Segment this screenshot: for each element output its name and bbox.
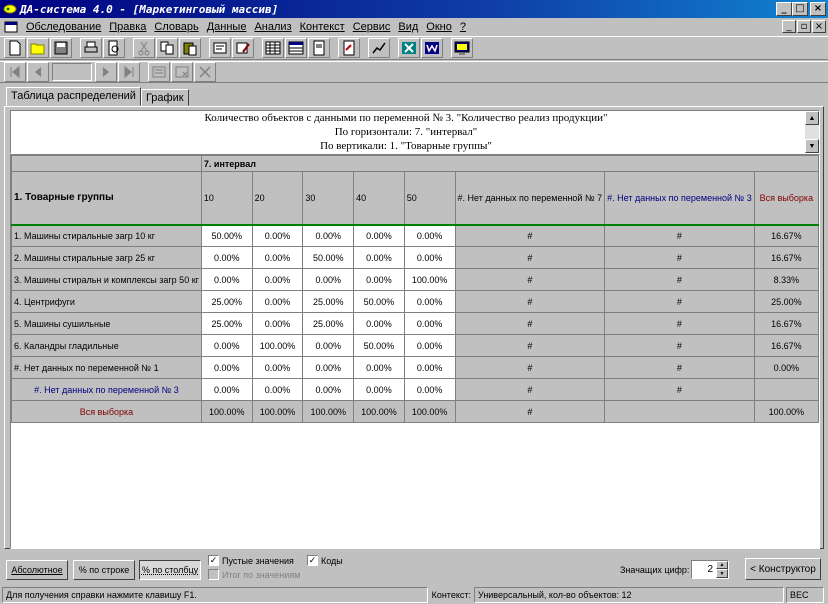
table-cell[interactable]: #	[605, 379, 755, 401]
table-cell[interactable]: 0.00%	[252, 357, 303, 379]
table-cell[interactable]: #	[605, 291, 755, 313]
mdi-minimize-button[interactable]: _	[782, 20, 796, 33]
save-icon	[53, 40, 69, 56]
save-button[interactable]	[50, 38, 72, 58]
report-horizontal-var: По горизонтали: 7. "интервал"	[334, 126, 478, 138]
table-cell[interactable]: 0.00%	[404, 357, 455, 379]
table-cell[interactable]: 8.33%	[754, 269, 818, 291]
column-header: 20	[252, 172, 303, 225]
column-header: 50	[404, 172, 455, 225]
row-header[interactable]: 2. Машины стиральные загр 25 кг	[12, 247, 202, 269]
status-help: Для получения справки нажмите клавишу F1.	[2, 587, 428, 603]
row-header[interactable]: #. Нет данных по переменной № 3	[12, 379, 202, 401]
chart-button[interactable]	[368, 38, 390, 58]
distribution-table-area[interactable]	[10, 154, 820, 549]
table-cell[interactable]: #	[455, 313, 605, 335]
first-icon	[7, 64, 23, 80]
copy-button[interactable]	[156, 38, 178, 58]
table-row	[12, 335, 819, 357]
report-button[interactable]	[338, 38, 360, 58]
menu-service[interactable]: Сервис	[352, 21, 391, 33]
report-icon	[341, 40, 357, 56]
chart-line-icon	[371, 40, 387, 56]
table-cell[interactable]: #	[455, 247, 605, 269]
table-cell[interactable]: 0.00%	[252, 247, 303, 269]
report-vertical-var: По вертикали: 1. "Товарные группы"	[320, 140, 492, 152]
table-cell[interactable]: 0.00%	[201, 379, 252, 401]
menu-view[interactable]: Вид	[398, 21, 419, 33]
tab-chart[interactable]: График	[141, 89, 189, 106]
next-record-button[interactable]	[95, 62, 117, 82]
table-cell[interactable]: 50.00%	[354, 335, 405, 357]
table-cell[interactable]: 25.00%	[303, 291, 354, 313]
percent-by-column-button[interactable]	[139, 560, 201, 580]
report-title: Количество объектов с данными по переменной № 3. "Количество реализ продукции"	[204, 112, 608, 124]
window-title: ДА-система 4.0 - [Маркетинговый массив]	[20, 2, 279, 16]
table-cell[interactable]: #	[605, 225, 755, 247]
maximize-button[interactable]: □	[792, 2, 808, 16]
print-icon	[83, 40, 99, 56]
table-cell[interactable]: 100.00%	[252, 401, 303, 423]
document-icon[interactable]	[4, 20, 18, 34]
table-cell[interactable]: #	[455, 225, 605, 247]
table-cell[interactable]: #	[455, 401, 605, 423]
empty-values-checkbox[interactable]	[208, 555, 294, 566]
table-cell[interactable]: 0.00%	[303, 335, 354, 357]
properties-icon	[212, 40, 228, 56]
codes-checkbox[interactable]	[307, 555, 343, 566]
new-icon	[7, 40, 23, 56]
table-cell[interactable]: 100.00%	[404, 269, 455, 291]
table-cell[interactable]: #	[455, 379, 605, 401]
table-cell[interactable]: #	[605, 335, 755, 357]
delete-icon	[174, 64, 190, 80]
view-tabs	[6, 89, 189, 107]
column-header: #. Нет данных по переменной № 3	[605, 172, 755, 225]
last-record-button[interactable]	[118, 62, 140, 82]
table-cell[interactable]: 25.00%	[201, 291, 252, 313]
export-button[interactable]	[451, 38, 473, 58]
table-view-button[interactable]	[262, 38, 284, 58]
table-cell[interactable]: 25.00%	[754, 291, 818, 313]
table-cell[interactable]: 0.00%	[404, 379, 455, 401]
scroll-down-icon[interactable]: ▼	[805, 139, 819, 153]
menu-dictionary[interactable]: Словарь	[154, 21, 199, 33]
cut-button[interactable]	[133, 38, 155, 58]
table-cell[interactable]: 25.00%	[303, 313, 354, 335]
status-context-value: Универсальный, кол-во объектов: 12	[474, 587, 784, 603]
table-cell[interactable]: #	[455, 269, 605, 291]
mdi-restore-button[interactable]: ▫	[797, 20, 811, 33]
copy-icon	[159, 40, 175, 56]
menu-help[interactable]: ?	[459, 21, 466, 33]
table-row	[12, 313, 819, 335]
checkbox-empty-icon	[208, 569, 219, 580]
menu-context[interactable]: Контекст	[299, 21, 345, 33]
open-button[interactable]	[27, 38, 49, 58]
table-row	[12, 291, 819, 313]
prev-icon	[30, 64, 46, 80]
menu-bar	[0, 18, 828, 36]
row-header[interactable]: 6. Каландры гладильные	[12, 335, 202, 357]
table-cell[interactable]: #	[455, 357, 605, 379]
status-bar	[0, 586, 828, 604]
total-by-values-checkbox[interactable]	[208, 569, 300, 580]
percent-by-row-button[interactable]	[73, 560, 135, 580]
navigation-toolbar	[0, 61, 828, 83]
table-cell[interactable]: 100.00%	[201, 401, 252, 423]
column-header: Вся выборка	[754, 172, 818, 225]
row-header[interactable]: 3. Машины стиральн и комплексы загр 50 кг	[12, 269, 202, 291]
first-record-button[interactable]	[4, 62, 26, 82]
absolute-button-label: Абсолютное	[11, 565, 63, 575]
corner-cell	[12, 156, 202, 172]
table-cell[interactable]: 0.00%	[252, 313, 303, 335]
export-word-button[interactable]	[421, 38, 443, 58]
table-cell[interactable]: 16.67%	[754, 225, 818, 247]
scroll-up-icon[interactable]: ▲	[805, 111, 819, 125]
next-icon	[98, 64, 114, 80]
open-folder-icon	[30, 40, 46, 56]
title-bar	[0, 0, 828, 18]
status-mode: ВЕС	[786, 587, 824, 603]
check-icon: ✓	[209, 555, 218, 565]
table-cell[interactable]: 16.67%	[754, 313, 818, 335]
app-icon	[3, 2, 17, 16]
column-group-header: 7. интервал	[201, 156, 818, 172]
distribution-table	[11, 155, 819, 423]
constructor-button[interactable]	[745, 558, 821, 580]
column-header: #. Нет данных по переменной № 7	[455, 172, 605, 225]
row-header[interactable]: 5. Машины сушильные	[12, 313, 202, 335]
mdi-close-button[interactable]: ×	[812, 20, 826, 33]
table-cell[interactable]: 0.00%	[303, 269, 354, 291]
status-context-label: Контекст:	[431, 590, 471, 600]
table-cell[interactable]: 0.00%	[303, 357, 354, 379]
table-cell[interactable]: 50.00%	[201, 225, 252, 247]
table-cell[interactable]: 0.00%	[354, 357, 405, 379]
delete-record-button[interactable]	[171, 62, 193, 82]
table-cell[interactable]: 0.00%	[754, 357, 818, 379]
monitor-icon	[454, 40, 470, 56]
page-icon	[311, 40, 327, 56]
paste-button[interactable]	[179, 38, 201, 58]
word-icon	[424, 40, 440, 56]
table-cell[interactable]: 50.00%	[303, 247, 354, 269]
menu-analysis[interactable]: Анализ	[254, 21, 292, 33]
grid-icon	[288, 40, 304, 56]
table-cell[interactable]: 0.00%	[404, 335, 455, 357]
excel-icon	[401, 40, 417, 56]
table-cell[interactable]: 0.00%	[404, 291, 455, 313]
table-icon	[265, 40, 281, 56]
table-cell[interactable]: 0.00%	[303, 225, 354, 247]
record-number-input[interactable]	[52, 63, 92, 81]
row-header[interactable]: #. Нет данных по переменной № 1	[12, 357, 202, 379]
menu-survey[interactable]: Обследование	[26, 21, 102, 33]
table-cell[interactable]: 0.00%	[201, 269, 252, 291]
cancel-button[interactable]	[194, 62, 216, 82]
cut-icon	[136, 40, 152, 56]
codes-label: Коды	[321, 555, 343, 566]
table-cell[interactable]: 0.00%	[354, 269, 405, 291]
properties-button[interactable]	[209, 38, 231, 58]
menu-edit[interactable]: Правка	[109, 21, 147, 33]
table-cell[interactable]: 0.00%	[252, 291, 303, 313]
spinner-arrows-icon[interactable]: ▲ ▼	[716, 561, 728, 578]
table-cell[interactable]: 100.00%	[354, 401, 405, 423]
table-cell[interactable]: 0.00%	[354, 379, 405, 401]
column-header: 10	[201, 172, 252, 225]
table-cell[interactable]: #	[605, 247, 755, 269]
check-icon: ✓	[308, 555, 317, 565]
table-cell[interactable]: #	[605, 357, 755, 379]
minimize-button[interactable]: _	[776, 2, 792, 16]
table-cell[interactable]: #	[605, 313, 755, 335]
insert-icon	[151, 64, 167, 80]
print-preview-icon	[106, 40, 122, 56]
bottom-bar	[0, 552, 828, 586]
main-toolbar	[0, 36, 828, 60]
table-cell[interactable]: 0.00%	[201, 247, 252, 269]
grid-view-button[interactable]	[285, 38, 307, 58]
print-button[interactable]	[80, 38, 102, 58]
table-cell[interactable]: 0.00%	[404, 313, 455, 335]
header-scrollbar[interactable]	[805, 111, 819, 153]
row-header[interactable]: Вся выборка	[12, 401, 202, 423]
row-header-title: 1. Товарные группы	[12, 172, 202, 225]
table-cell[interactable]: 100.00%	[754, 401, 818, 423]
table-cell[interactable]: 16.67%	[754, 247, 818, 269]
table-cell[interactable]: #	[605, 269, 755, 291]
column-header: 40	[354, 172, 405, 225]
export-excel-button[interactable]	[398, 38, 420, 58]
menu-window[interactable]: Окно	[426, 21, 452, 33]
table-cell[interactable]: #	[455, 335, 605, 357]
page-view-button[interactable]	[308, 38, 330, 58]
constructor-button-label: < Конструктор	[750, 563, 816, 575]
table-cell[interactable]: 100.00%	[404, 401, 455, 423]
significant-digits-value: 2	[707, 564, 713, 575]
percent-by-column-label: % по столбцу	[141, 565, 199, 575]
table-row	[12, 247, 819, 269]
table-cell[interactable]	[605, 401, 755, 423]
table-cell[interactable]: 0.00%	[354, 313, 405, 335]
table-cell[interactable]: 0.00%	[354, 225, 405, 247]
table-row	[12, 225, 819, 247]
table-cell[interactable]: 100.00%	[303, 401, 354, 423]
edit-icon	[235, 40, 251, 56]
tab-distribution-table[interactable]: Таблица распределений	[6, 87, 141, 106]
table-cell[interactable]: 16.67%	[754, 335, 818, 357]
table-cell[interactable]: 100.00%	[252, 335, 303, 357]
table-cell[interactable]: 0.00%	[252, 379, 303, 401]
table-row	[12, 357, 819, 379]
print-preview-button[interactable]	[103, 38, 125, 58]
last-icon	[121, 64, 137, 80]
absolute-button[interactable]	[6, 560, 68, 580]
total-by-values-label: Итог по значениям	[222, 569, 301, 580]
table-cell[interactable]: 0.00%	[201, 357, 252, 379]
table-cell[interactable]	[754, 379, 818, 401]
menu-data[interactable]: Данные	[206, 21, 247, 33]
paste-icon	[182, 40, 198, 56]
table-cell[interactable]: 0.00%	[354, 247, 405, 269]
table-cell[interactable]: #	[455, 291, 605, 313]
empty-values-label: Пустые значения	[222, 555, 294, 566]
table-row	[12, 269, 819, 291]
column-header: 30	[303, 172, 354, 225]
table-cell[interactable]: 0.00%	[201, 335, 252, 357]
significant-digits-spinner[interactable]	[691, 560, 729, 579]
significant-digits-label: Значащих цифр:	[620, 565, 690, 575]
report-header	[10, 110, 820, 154]
insert-record-button[interactable]	[148, 62, 170, 82]
table-cell[interactable]: 0.00%	[404, 225, 455, 247]
table-cell[interactable]: 0.00%	[252, 225, 303, 247]
close-button[interactable]: ×	[810, 2, 826, 16]
table-cell[interactable]: 50.00%	[354, 291, 405, 313]
edit-button[interactable]	[232, 38, 254, 58]
table-cell[interactable]: 25.00%	[201, 313, 252, 335]
percent-by-row-label: % по строке	[78, 565, 130, 575]
new-button[interactable]	[4, 38, 26, 58]
table-row	[12, 379, 819, 401]
table-cell[interactable]: 0.00%	[303, 379, 354, 401]
prev-record-button[interactable]	[27, 62, 49, 82]
table-cell[interactable]: 0.00%	[404, 247, 455, 269]
table-cell[interactable]: 0.00%	[252, 269, 303, 291]
row-header[interactable]: 4. Центрифуги	[12, 291, 202, 313]
table-row	[12, 401, 819, 423]
cancel-x-icon	[197, 64, 213, 80]
row-header[interactable]: 1. Машины стиральные загр 10 кг	[12, 225, 202, 247]
